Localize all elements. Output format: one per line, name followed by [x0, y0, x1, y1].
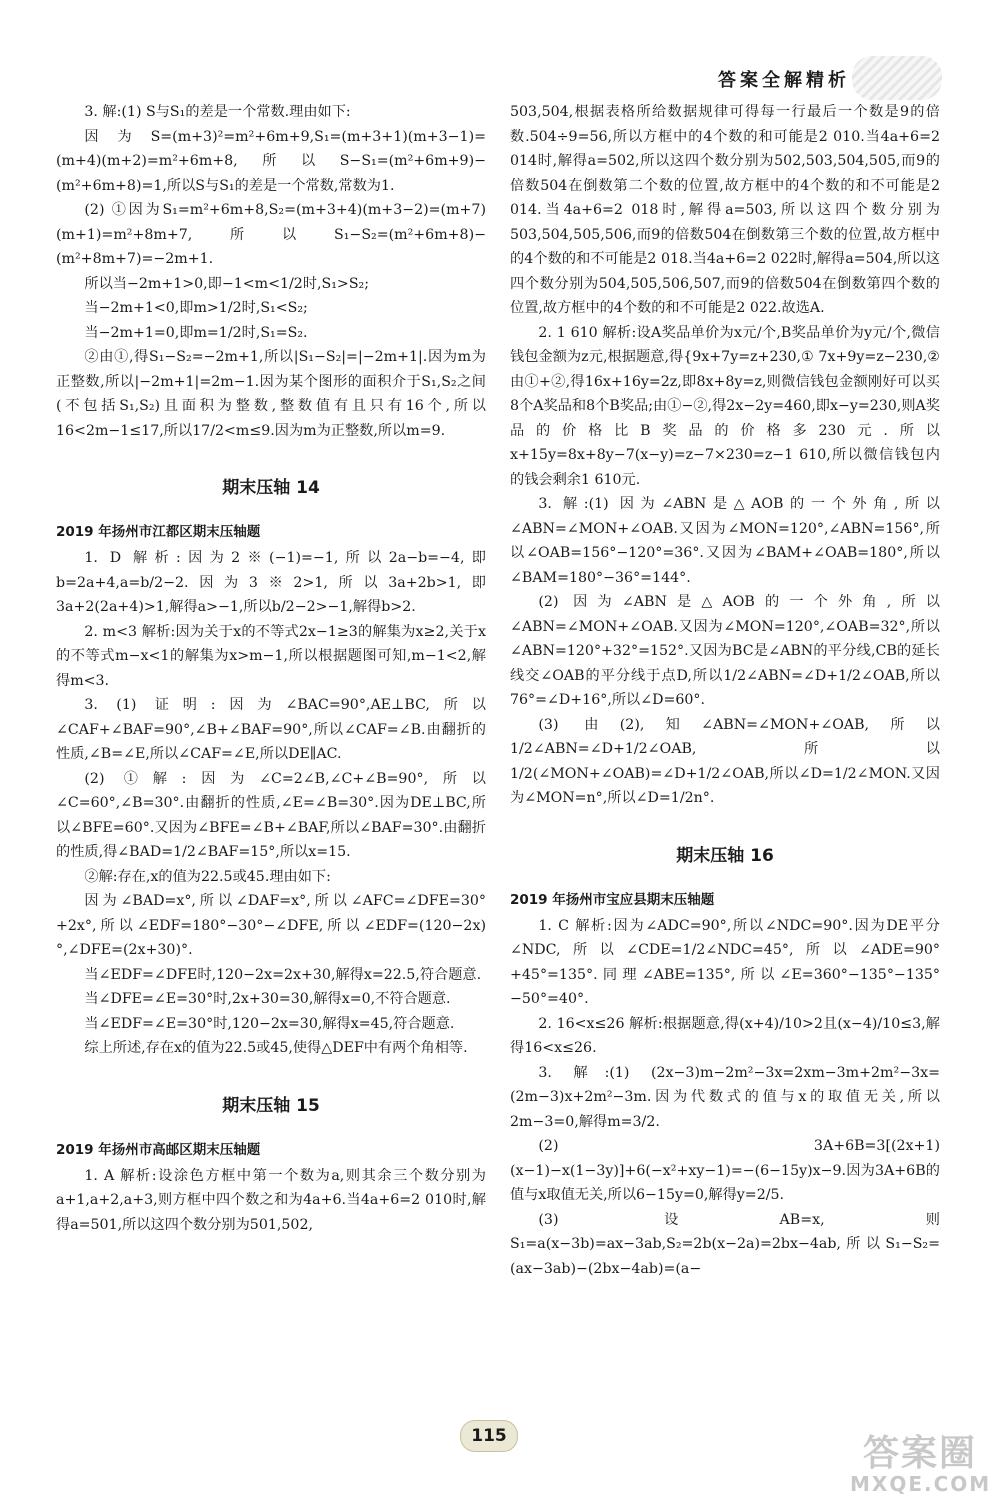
watermark-logo — [850, 1433, 992, 1506]
solution-paragraph: (2) ①解:因为∠C=2∠B,∠C+∠B=90°,所以∠C=60°,∠B=30°.由翻折的性质,∠E=∠B=30°.因为DE⊥BC,所以∠BFE=60°.又因为∠BFE=∠B+∠BAF,所以∠BAF=30°.由翻折的性质,得∠BAD=1/2∠BAF=15°,所以x=15. — [56, 770, 486, 860]
subsection-title: 2019 年扬州市江都区期末压轴题 — [56, 524, 261, 540]
solution-paragraph: (3) 由(2),知∠ABN=∠MON+∠OAB,所以1/2∠ABN=∠D+1/2∠OAB,所以1/2(∠MON+∠OAB)=∠D+1/2∠OAB,所以∠D=1/2∠MON.又因为∠MON=n°,所以∠D=1/2n°. — [510, 716, 940, 806]
subsection-title: 2019 年扬州市高邮区期末压轴题 — [56, 1141, 261, 1158]
solution-paragraph: 3. 解:(1) 因为∠ABN是△AOB的一个外角,所以∠ABN=∠MON+∠OAB.又因为∠MON=120°,∠ABN=156°,所以∠OAB=156°−120°=36°.又因为∠BAM+∠OAB=180°,所以∠BAM=180°−36°=144°. — [510, 496, 940, 586]
solution-paragraph: 综上所述,存在x的值为22.5或45,使得△DEF中有两个角相等. — [84, 1040, 468, 1056]
solution-paragraph: (2) 因为∠ABN是△AOB的一个外角,所以∠ABN=∠MON+∠OAB.又因为∠MON=120°,∠OAB=32°,所以∠ABN=120°+32°=152°.又因为BC是∠ABN的平分线,CB的延长线交∠OAB的平分线于点D,所以1/2∠ABN=∠D+1/2∠OAB,所以76°=∠D+16°,所以∠D=60°. — [510, 594, 940, 708]
solution-paragraph: ②由①,得S₁−S₂=−2m+1,所以|S₁−S₂|=|−2m+1|.因为m为正整数,所以|−2m+1|=2m−1.因为某个图形的面积介于S₁,S₂之间(不包括S₁,S₂)且面积为整数,整数值有且只有16个,所以16<2m−1≤17,所以17/2<m≤9.因为m为正整数,所以m=9. — [56, 349, 486, 439]
solution-paragraph: 3. 解:(1) (2x−3)m−2m²−3x=2xm−3m+2m²−3x=(2m−3)x+2m²−3m.因为代数式的值与x的取值无关,所以2m−3=0,解得m=3/2. — [510, 1064, 940, 1130]
solution-paragraph: 当−2m+1=0,即m=1/2时,S₁=S₂. — [84, 324, 308, 341]
solution-paragraph: 当∠EDF=∠E=30°时,120−2x=30,解得x=45,符合题意. — [84, 1015, 455, 1032]
solution-paragraph: (2) ①因为S₁=m²+6m+8,S₂=(m+3+4)(m+3−2)=(m+7)(m+1)=m²+8m+7,所以S₁−S₂=(m²+6m+8)−(m²+8m+7)=−2m+1. — [56, 202, 486, 267]
solution-paragraph: 2. 1 610 解析:设A奖品单价为x元/个,B奖品单价为y元/个,微信钱包金额为z元,根据题意,得{9x+7y=z+230,① 7x+9y=z−230,② 由①+②,得16x+16y=2z,即8x+8y=z,则微信钱包金额刚好可以买8个A奖品和8个B奖品;由①−②,得2x−2y=460,即x−y=230,则A奖品的价格比B奖品的价格多230元.所以x+15y=8x+8y−7(x−y)=z−7×230=z−1 610,所以微信钱包内的钱会剩余1 610元. — [510, 324, 940, 488]
solution-paragraph: 1. D 解析:因为2※(−1)=−1,所以2a−b=−4,即b=2a+4,a=b/2−2.因为3※2>1,所以3a+2b>1,即3a+2(2a+4)>1,解得a>−1,所以b/2−2>−1,解得b>2. — [56, 550, 486, 615]
solution-paragraph: ②解:存在,x的值为22.5或45.理由如下: — [84, 868, 331, 885]
section-title: 期末压轴 15 — [222, 1095, 320, 1116]
solution-paragraph: 当∠EDF=∠DFE时,120−2x=2x+30,解得x=22.5,符合题意. — [84, 966, 482, 983]
solution-paragraph: (3) 设AB=x,则S₁=a(x−3b)=ax−3ab,S₂=2b(x−2a)=2bx−4ab,所以S₁−S₂=(ax−3ab)−(2bx−4ab)=(a− — [510, 1211, 940, 1277]
page-number: 115 — [460, 1420, 518, 1452]
solution-paragraph: 503,504,根据表格所给数据规律可得每一行最后一个数是9的倍数.504÷9=56,所以方框中的4个数的和可能是2 010.当4a+6=2 014时,解得a=502,所以这四个数分别为502,503,504,505,而9的倍数504在倒数第二个数的位置,故方框中的4个数的和不可能是2 014.当4a+6=2 018时,解得a=503,所以这四个数分别为503,504,505,506,而9的倍数504在倒数第三个数的位置,故方框中的4个数的和不可能是2 018.当4a+6=2 022时,解得a=504,所以这四个数分别为504,505,506,507,而9的倍数504在倒数第四个数的位置,故方框中的4个数的和不可能是2 022.故选A. — [510, 104, 940, 316]
watermark-line2: MXQE.COM — [850, 1472, 992, 1496]
solution-paragraph: 1. C 解析:因为∠ADC=90°,所以∠NDC=90°.因为DE平分∠NDC,所以∠CDE=1/2∠NDC=45°,所以∠ADE=90°+45°=135°.同理∠ABE=135°,所以∠E=360°−135°−135°−50°=40°. — [510, 917, 940, 1007]
solution-paragraph: 因为∠BAD=x°,所以∠DAF=x°,所以∠AFC=∠DFE=30°+2x°,所以∠EDF=180°−30°−∠DFE,所以∠EDF=(120−2x)°,∠DFE=(2x+30)°. — [56, 893, 486, 958]
header-title: 答案全解精析 — [718, 70, 850, 91]
solution-paragraph: 当−2m+1<0,即m>1/2时,S₁<S₂; — [84, 300, 308, 316]
left-column — [56, 100, 486, 1237]
subsection-title: 2019 年扬州市宝应县期末压轴题 — [510, 891, 715, 908]
solution-paragraph: 因为S=(m+3)²=m²+6m+9,S₁=(m+3+1)(m+3−1)=(m+4)(m+2)=m²+6m+8,所以S−S₁=(m²+6m+9)−(m²+6m+8)=1,所以S与S₁的差是一个常数,常数为1. — [56, 128, 486, 194]
right-column — [510, 100, 940, 1281]
section-title: 期末压轴 16 — [676, 845, 774, 866]
section-title: 期末压轴 14 — [222, 478, 320, 498]
solution-paragraph: 3. (1) 证明:因为∠BAC=90°,AE⊥BC,所以∠CAF+∠BAF=90°,∠B+∠BAF=90°,所以∠CAF=∠B.由翻折的性质,∠B=∠E,所以∠CAF=∠E,所以DE∥AC. — [56, 697, 486, 762]
solution-paragraph: 2. 16<x≤26 解析:根据题意,得(x+4)/10>2且(x−4)/10≤3,解得16<x≤26. — [510, 1015, 940, 1056]
solution-paragraph: 当∠DFE=∠E=30°时,2x+30=30,解得x=0,不符合题意. — [84, 991, 451, 1007]
solution-paragraph: 所以当−2m+1>0,即−1<m<1/2时,S₁>S₂; — [84, 275, 369, 292]
solution-paragraph: 2. m<3 解析:因为关于x的不等式2x−1≥3的解集为x≥2,关于x的不等式m−x<1的解集为x>m−1,所以根据题图可知,m−1<2,解得m<3. — [56, 623, 486, 689]
solution-paragraph: 1. A 解析:设涂色方框中第一个数为a,则其余三个数分别为a+1,a+2,a+3,则方框中四个数之和为4a+6.当4a+6=2 010时,解得a=501,所以这四个数分别为501,502, — [56, 1167, 486, 1233]
solution-paragraph: 3. 解:(1) S与S₁的差是一个常数.理由如下: — [84, 104, 351, 120]
watermark-line1: 答案圈 — [862, 1433, 977, 1474]
solution-paragraph: (2) 3A+6B=3[(2x+1)(x−1)−x(1−3y)]+6(−x²+xy−1)=−(6−15y)x−9.因为3A+6B的值与x取值无关,所以6−15y=0,解得y=2/5. — [510, 1138, 940, 1203]
header-decoration — [852, 56, 942, 100]
